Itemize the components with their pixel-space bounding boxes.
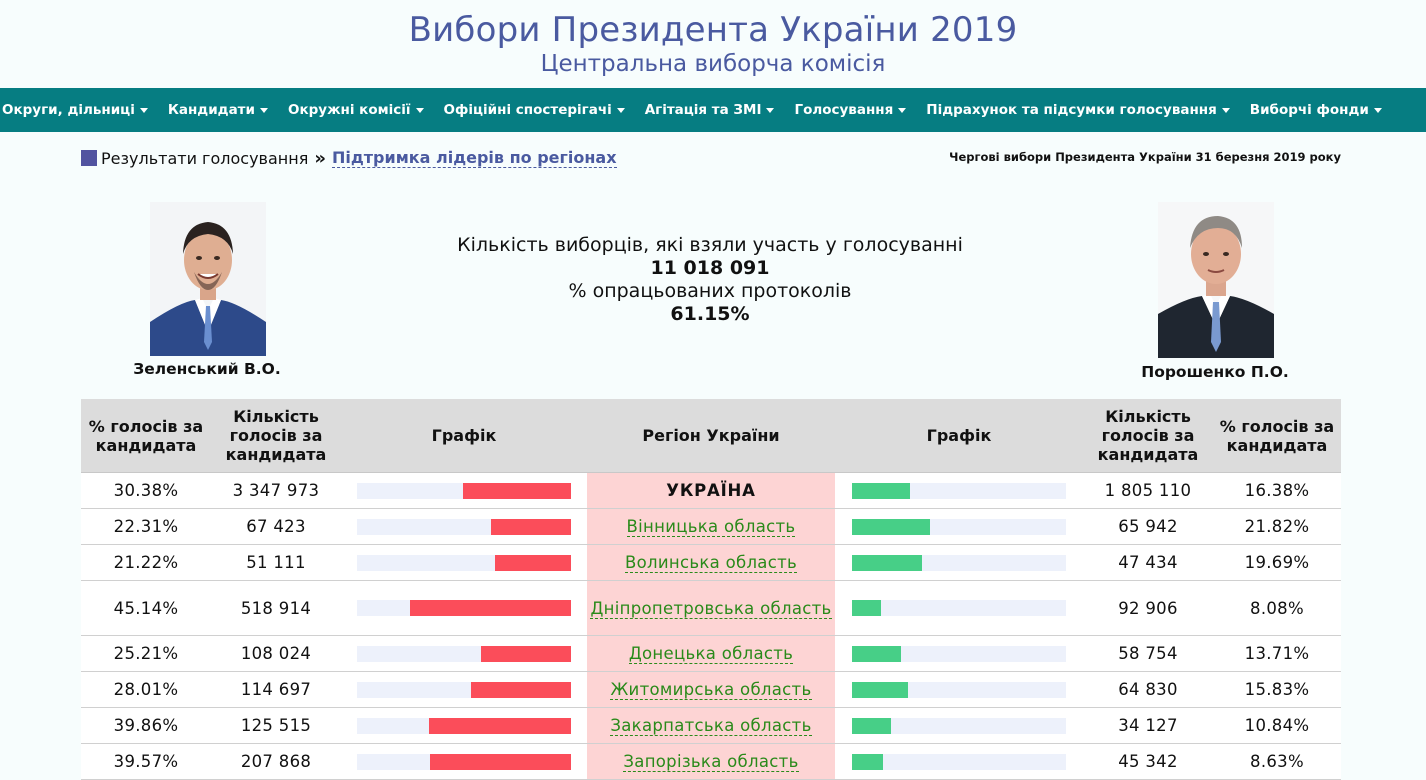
bar-track (357, 519, 571, 535)
bar-right-candidate (852, 646, 901, 662)
candidate-photo-right (1158, 202, 1274, 358)
cell-left-pct: 39.86% (81, 708, 211, 744)
cell-right-chart (835, 581, 1083, 636)
cell-left-chart (341, 509, 587, 545)
table-header-row (81, 399, 1341, 473)
nav-item-label: Офіційні спостерігачі (443, 102, 612, 118)
nav-item-label: Агітація та ЗМІ (644, 102, 762, 118)
cell-left-pct: 45.14% (81, 581, 211, 636)
bar-track (852, 519, 1066, 535)
nav-item-counting[interactable] (926, 102, 1230, 118)
region-link[interactable]: Волинська область (624, 553, 798, 572)
bar-track (852, 600, 1066, 616)
caret-down-icon (1374, 108, 1382, 113)
protocols-value: 61.15% (670, 303, 750, 325)
caret-down-icon (898, 108, 906, 113)
caret-down-icon (140, 108, 148, 113)
cell-right-votes: 34 127 (1083, 708, 1213, 744)
cell-right-votes: 65 942 (1083, 509, 1213, 545)
cell-left-votes: 3 347 973 (211, 473, 341, 509)
cell-right-pct: 19.69% (1213, 545, 1341, 581)
cell-left-pct: 21.22% (81, 545, 211, 581)
cell-right-chart (835, 473, 1083, 509)
caret-down-icon (766, 108, 774, 113)
nav-item-label: Кандидати (167, 102, 255, 118)
cell-right-pct: 15.83% (1213, 672, 1341, 708)
cell-left-pct: 22.31% (81, 509, 211, 545)
header-left-chart: Графік (341, 399, 587, 473)
cell-right-votes: 45 342 (1083, 744, 1213, 780)
cell-right-votes: 1 805 110 (1083, 473, 1213, 509)
candidate-photo-left (150, 202, 266, 356)
cell-left-chart (341, 636, 587, 672)
cell-region (587, 545, 835, 581)
cell-left-pct: 28.01% (81, 672, 211, 708)
cell-left-pct: 39.57% (81, 744, 211, 780)
bar-track (852, 646, 1066, 662)
cell-left-votes: 51 111 (211, 545, 341, 581)
cell-right-pct: 10.84% (1213, 708, 1341, 744)
region-link[interactable]: Вінницька область (626, 517, 796, 536)
turnout-summary (360, 234, 1060, 326)
table-row (81, 672, 1341, 708)
bar-right-candidate (852, 682, 908, 698)
region-link[interactable]: Запорізька область (623, 752, 799, 771)
table-row (81, 636, 1341, 672)
cell-region: УКРАЇНА (587, 473, 835, 509)
bar-track (357, 646, 571, 662)
site-title: Вибори Президента України 2019 (408, 10, 1018, 50)
cell-left-pct: 25.21% (81, 636, 211, 672)
header-left-count: Кількість голосів за кандидата (211, 399, 341, 473)
nav-item-label: Підрахунок та підсумки голосування (926, 102, 1217, 118)
bar-left-candidate (463, 483, 571, 499)
cell-region (587, 509, 835, 545)
table-row (81, 545, 1341, 581)
cell-left-votes: 67 423 (211, 509, 341, 545)
caret-down-icon (260, 108, 268, 113)
protocols-label: % опрацьованих протоколів (568, 280, 852, 302)
bar-track (852, 682, 1066, 698)
square-bullet-icon (81, 150, 97, 166)
table-row (81, 509, 1341, 545)
cell-region (587, 636, 835, 672)
region-link[interactable]: Донецька область (628, 644, 794, 663)
bar-right-candidate (852, 483, 910, 499)
bar-track (357, 483, 571, 499)
bar-track (852, 483, 1066, 499)
bar-track (852, 555, 1066, 571)
bar-left-candidate (495, 555, 571, 571)
nav-item-observers[interactable] (444, 102, 625, 118)
breadcrumb (81, 146, 617, 170)
bar-left-candidate (491, 519, 571, 535)
table-row (81, 708, 1341, 744)
table-row (81, 473, 1341, 509)
turnout-value: 11 018 091 (650, 257, 770, 279)
bar-right-candidate (852, 718, 891, 734)
region-link[interactable]: Житомирська область (610, 680, 812, 699)
cell-right-pct: 16.38% (1213, 473, 1341, 509)
bar-left-candidate (429, 718, 571, 734)
cell-left-chart (341, 545, 587, 581)
cell-left-chart (341, 708, 587, 744)
bar-right-candidate (852, 519, 930, 535)
cell-right-votes: 64 830 (1083, 672, 1213, 708)
bar-right-candidate (852, 555, 922, 571)
site-subtitle: Центральна виборча комісія (540, 51, 886, 77)
cell-right-votes: 92 906 (1083, 581, 1213, 636)
cell-right-pct: 8.63% (1213, 744, 1341, 780)
cell-right-chart (835, 636, 1083, 672)
cell-right-votes: 47 434 (1083, 545, 1213, 581)
cell-left-votes: 114 697 (211, 672, 341, 708)
nav-item-label: Окружні комісії (287, 102, 411, 118)
cell-left-votes: 518 914 (211, 581, 341, 636)
header-right-count: Кількість голосів за кандидата (1083, 399, 1213, 473)
bar-right-candidate (852, 600, 881, 616)
breadcrumb-current-link[interactable]: Підтримка лідерів по регіонах (331, 148, 617, 167)
cell-left-pct: 30.38% (81, 473, 211, 509)
cell-left-chart (341, 672, 587, 708)
cell-right-pct: 8.08% (1213, 581, 1341, 636)
nav-item-candidates[interactable] (168, 102, 268, 118)
breadcrumb-section[interactable]: Результати голосування (101, 148, 309, 168)
election-note: Чергові вибори Президента України 31 березня 2019 року (949, 150, 1341, 164)
caret-down-icon (416, 108, 424, 113)
cell-right-chart (835, 708, 1083, 744)
cell-left-chart (341, 473, 587, 509)
cell-right-chart (835, 509, 1083, 545)
header-right-chart: Графік (835, 399, 1083, 473)
caret-down-icon (1222, 108, 1230, 113)
nav-item-funds[interactable] (1250, 102, 1382, 118)
nav-item-agitation[interactable] (645, 102, 775, 118)
bar-left-candidate (471, 682, 571, 698)
bar-left-candidate (410, 600, 571, 616)
cell-left-chart (341, 581, 587, 636)
nav-item-label: Округи, дільниці (2, 102, 135, 118)
region-link[interactable]: Закарпатська область (610, 716, 812, 735)
nav-item-voting[interactable] (794, 102, 906, 118)
candidate-name-right: Порошенко П.О. (1141, 363, 1289, 381)
bar-track (357, 682, 571, 698)
cell-right-votes: 58 754 (1083, 636, 1213, 672)
header-left-pct: % голосів за кандидата (81, 399, 211, 473)
nav-item-commissions[interactable] (288, 102, 424, 118)
bar-track (852, 718, 1066, 734)
cell-right-pct: 21.82% (1213, 509, 1341, 545)
header-region: Регіон України (587, 399, 835, 473)
cell-left-votes: 207 868 (211, 744, 341, 780)
main-nav (0, 88, 1426, 132)
cell-right-pct: 13.71% (1213, 636, 1341, 672)
nav-item-label: Голосування (794, 102, 894, 118)
bar-track (357, 555, 571, 571)
cell-left-votes: 125 515 (211, 708, 341, 744)
cell-right-chart (835, 672, 1083, 708)
nav-item-label: Виборчі фонди (1249, 102, 1369, 118)
caret-down-icon (617, 108, 625, 113)
breadcrumb-separator: » (314, 147, 326, 169)
candidate-name-left: Зеленський В.О. (133, 360, 281, 378)
cell-region (587, 581, 835, 636)
header-right-pct: % голосів за кандидата (1213, 399, 1341, 473)
table-row (81, 581, 1341, 636)
nav-item-districts[interactable] (2, 102, 148, 118)
cell-region (587, 708, 835, 744)
cell-left-votes: 108 024 (211, 636, 341, 672)
bar-track (357, 600, 571, 616)
cell-right-chart (835, 545, 1083, 581)
results-table (81, 399, 1341, 780)
bar-left-candidate (481, 646, 571, 662)
region-link[interactable]: Дніпропетровська область (590, 598, 832, 618)
cell-region (587, 672, 835, 708)
turnout-label: Кількість виборців, які взяли участь у голосуванні (457, 234, 963, 256)
bar-track (357, 718, 571, 734)
